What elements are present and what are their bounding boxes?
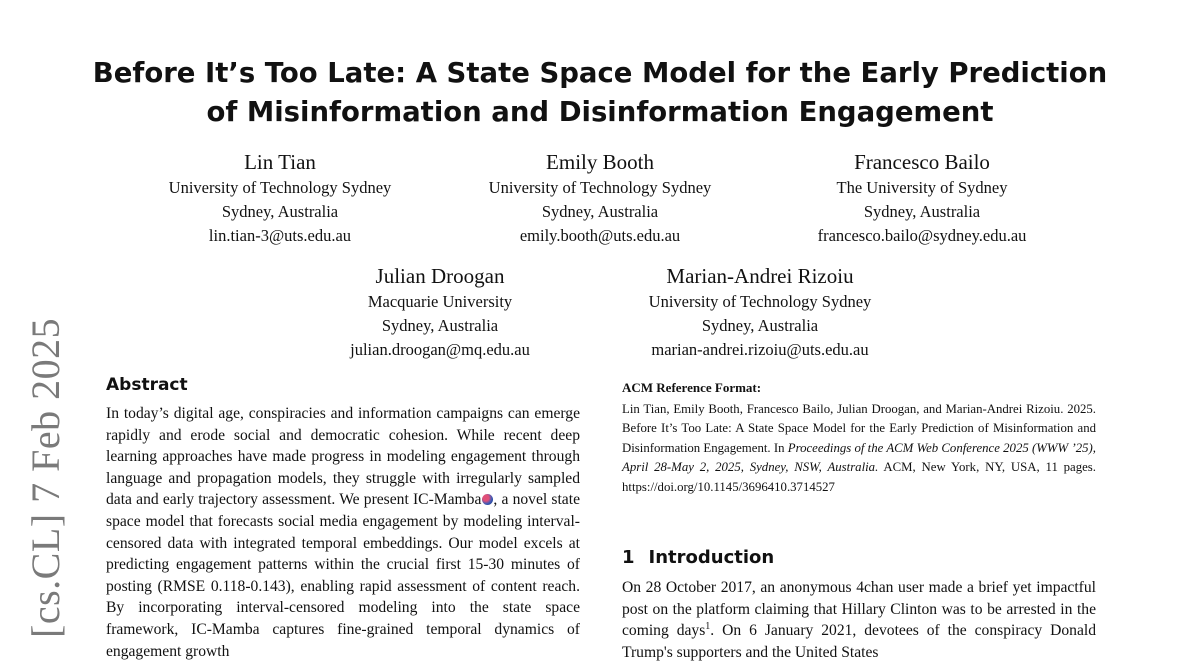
- author-block: [450, 149, 750, 248]
- acm-reference-heading: ACM Reference Format:: [622, 380, 762, 395]
- title-line-2: of Misinformation and Disinformation Engagement: [206, 96, 994, 128]
- author-affiliation: The University of Sydney: [836, 178, 1008, 197]
- acm-reference-text: [622, 400, 1096, 497]
- author-location: Sydney, Australia: [221, 202, 339, 221]
- intro-text-part: . On 6 January 2021, devotees of the conspiracy Donald Trump's supporters and the United States: [622, 622, 1097, 661]
- author-name: Marian-Andrei Rizoiu: [666, 264, 854, 288]
- abstract-text-part: In today’s digital age, conspiracies and information campaigns can emerge rapidly and erode social and democratic cohesion. While recent deep learning approaches have made progress in modeling engagement through language and propagation models, they struggle with irregularly sampled data and early trajectory assessment. We present IC-Mamba: [106, 405, 580, 509]
- author-name: Emily Booth: [546, 150, 654, 174]
- author-location: Sydney, Australia: [381, 316, 499, 335]
- author-location: Sydney, Australia: [701, 316, 819, 335]
- author-affiliation: Macquarie University: [367, 292, 513, 311]
- section-number: 1: [622, 547, 635, 568]
- author-block: [610, 263, 910, 362]
- intro-text-part: On 28 October 2017, an anonymous 4chan user made a brief yet impactful post on the platform claiming that Hillary Clinton was to be arrested in the coming days: [622, 579, 1096, 640]
- author-name: Julian Droogan: [375, 264, 505, 288]
- abstract-text: [106, 403, 580, 660]
- acm-text-end: ACM, New York, NY, USA, 11 pages. https://doi.org/10.1145/3696410.3714527: [622, 460, 1096, 494]
- paper-title: [60, 54, 1140, 132]
- abstract-heading: Abstract: [106, 375, 188, 395]
- author-affiliation: University of Technology Sydney: [488, 178, 712, 197]
- arxiv-side-label: [cs.CL] 7 Feb 2025: [23, 317, 68, 638]
- author-block: [772, 149, 1072, 248]
- acm-text-part: Lin Tian, Emily Booth, Francesco Bailo, Julian Droogan, and Marian-Andrei Rizoiu. 2025. Before It’s Too Late: A State Space Model for the Early Prediction of Misinformation and Disinformation Engagement. In: [622, 402, 1096, 455]
- footnote-marker[interactable]: 1: [705, 621, 711, 632]
- acm-proceedings: Proceedings of the ACM Web Conference 2025 (WWW ’25), April 28-May 2, 2025, Sydney, NSW, Australia.: [622, 440, 1096, 475]
- author-location: Sydney, Australia: [541, 202, 659, 221]
- author-email: lin.tian-3@uts.edu.au: [208, 226, 352, 245]
- author-email: francesco.bailo@sydney.edu.au: [817, 226, 1027, 245]
- abstract-text-part: , a novel state space model that forecasts social media engagement by modeling interval-censored data with integrated temporal embeddings. Our model excels at predicting engagement patterns within the crucial first 15-30 minutes of posting (RMSE 0.118-0.143), enabling rapid assessment of content reach. By incorporating interval-censored modeling into the state space framework, IC-Mamba captures fine-grained temporal dynamics of engagement growth: [106, 491, 580, 660]
- author-name: Lin Tian: [244, 150, 316, 174]
- author-affiliation: University of Technology Sydney: [648, 292, 872, 311]
- author-block: [130, 149, 430, 248]
- author-email: marian-andrei.rizoiu@uts.edu.au: [651, 340, 869, 359]
- section-heading: [622, 547, 774, 568]
- author-email: julian.droogan@mq.edu.au: [350, 340, 530, 359]
- mamba-logo-icon: [482, 494, 493, 505]
- section-title: Introduction: [648, 547, 775, 568]
- author-email: emily.booth@uts.edu.au: [519, 226, 681, 245]
- author-location: Sydney, Australia: [863, 202, 981, 221]
- author-name: Francesco Bailo: [854, 150, 990, 174]
- author-block: [290, 263, 590, 362]
- author-affiliation: University of Technology Sydney: [168, 178, 392, 197]
- title-line-1: Before It’s Too Late: A State Space Model for the Early Prediction: [92, 57, 1108, 89]
- intro-text: [622, 577, 1097, 661]
